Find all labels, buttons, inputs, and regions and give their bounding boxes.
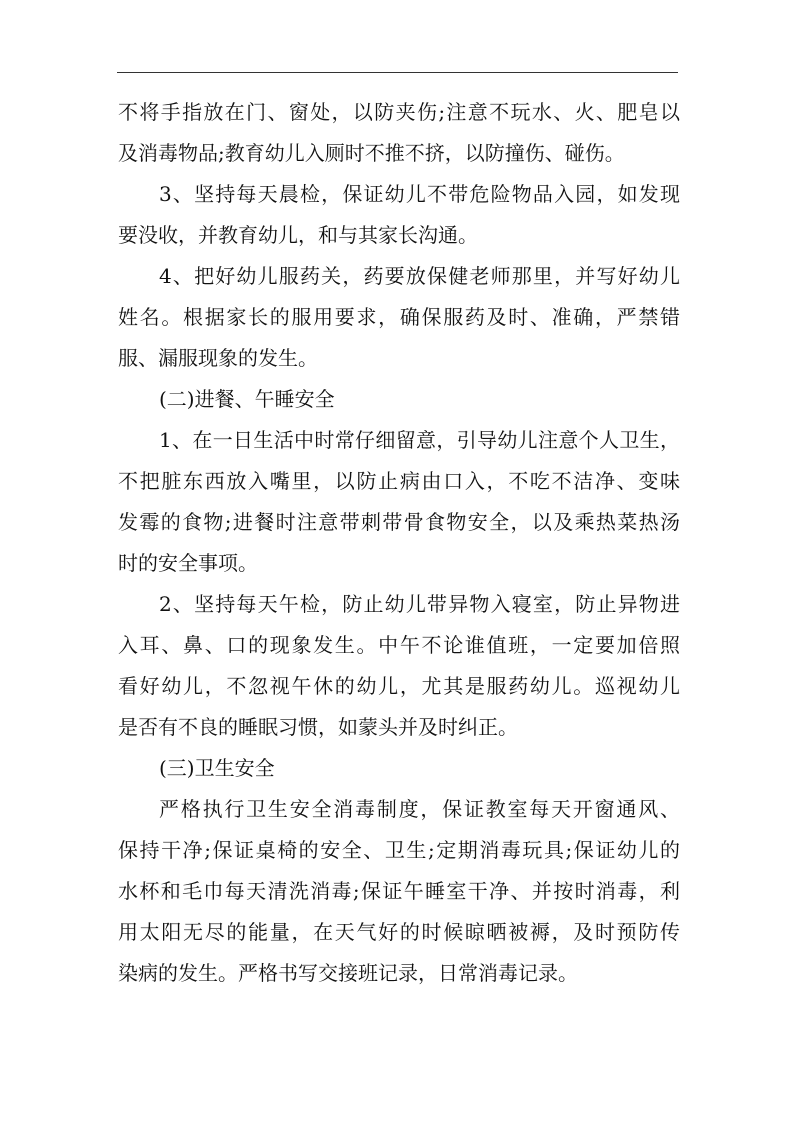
body-line: 保持干净;保证桌椅的安全、卫生;定期消毒玩具;保证幼儿的 (118, 838, 680, 862)
body-line: 服、漏服现象的发生。 (118, 346, 318, 370)
item-4-paragraph: 4、把好幼儿服药关，药要放保健老师那里，并写好幼儿 (159, 264, 680, 288)
body-line: 用太阳无尽的能量，在天气好的时候晾晒被褥，及时预防传 (118, 920, 680, 944)
body-line: 时的安全事项。 (118, 551, 258, 575)
body-line: 发霉的食物;进餐时注意带刺带骨食物安全，以及乘热菜热汤 (118, 510, 680, 534)
body-line: 要没收，并教育幼儿，和与其家长沟通。 (118, 223, 478, 247)
body-line: 看好幼儿，不忽视午休的幼儿，尤其是服药幼儿。巡视幼儿 (118, 674, 680, 698)
body-line: 及消毒物品;教育幼儿入厕时不推不挤，以防撞伤、碰伤。 (118, 141, 625, 165)
header-rule (117, 72, 678, 73)
item-1-paragraph: 1、在一日生活中时常仔细留意，引导幼儿注意个人卫生， (159, 428, 680, 452)
body-line: 姓名。根据家长的服用要求，确保服药及时、准确，严禁错 (118, 305, 680, 329)
body-line: 不将手指放在门、窗处，以防夹伤;注意不玩水、火、肥皂以 (118, 100, 680, 124)
body-line: 入耳、鼻、口的现象发生。中午不论谁值班，一定要加倍照 (118, 633, 680, 657)
body-line: 是否有不良的睡眠习惯，如蒙头并及时纠正。 (118, 715, 518, 739)
item-3-paragraph: 3、坚持每天晨检，保证幼儿不带危险物品入园，如发现 (159, 182, 680, 206)
body-line: 染病的发生。严格书写交接班记录，日常消毒记录。 (118, 961, 578, 985)
document-body (118, 92, 680, 994)
body-line: 不把脏东西放入嘴里，以防止病由口入，不吃不洁净、变味 (118, 469, 680, 493)
item-2-paragraph: 2、坚持每天午检，防止幼儿带异物入寝室，防止异物进 (159, 592, 680, 616)
section-heading-hygiene: (三)卫生安全 (159, 756, 275, 780)
section-heading-meal-nap: (二)进餐、午睡安全 (159, 387, 335, 411)
body-line: 水杯和毛巾每天清洗消毒;保证午睡室干净、并按时消毒，利 (118, 879, 680, 903)
hygiene-paragraph: 严格执行卫生安全消毒制度，保证教室每天开窗通风、 (159, 797, 680, 821)
